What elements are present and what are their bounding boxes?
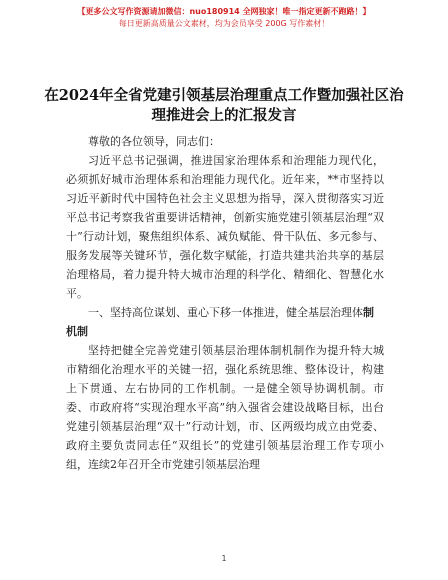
section-heading-1-text: 一、坚持高位谋划、重心下移一体推进，健全基层治理体 [88,306,363,319]
page-number: 1 [221,554,227,563]
document-title: 在2024年全省党建引领基层治理重点工作暨加强社区治理推进会上的汇报发言 [44,87,404,124]
section-heading-1-tail: 制机制 [66,306,374,338]
promo-banner [0,6,448,30]
promo-banner-line1: 【更多公文写作资源请加微信：nuo180914 全网独家！唯一指定更新不跑路！】 [77,7,371,16]
greeting: 尊敬的各位领导，同志们： [88,135,220,148]
paragraph-intro: 习近平总书记强调，推进国家治理体系和治理能力现代化，必须抓好城市治理体系和治理能力现代化。近年来，**市坚持以习近平新时代中国特色社会主义思想为指导，深入贯彻落实习近平总书记考察我省重要讲话精神，创新实施党建引领基层治理“双十”行动计划，聚焦组织体系、减负赋能、骨干队伍、多元参与、服务发展等关键环节，强化数字赋能，打造共建共治共享的基层治理格局，着力提升特大城市治理的科学化、精细化、智慧化水平。 [66,154,384,300]
paragraph-section-1: 坚持把健全完善党建引领基层治理体制机制作为提升特大城市精细化治理水平的关键一招，强化系统思维、整体设计，构建上下贯通、左右协同的工作机制。一是健全领导协调机制。市委、市政府将“实现治理水平高”纳入强省会建设战略目标，出台党建引领基层治理“双十”行动计划，市、区两级均成立由党委、政府主要负责同志任“双组长”的党建引领基层治理工作专项小组，连续2年召开全市党建引领基层治理 [66,344,384,471]
document-body [66,132,384,474]
section-heading-1 [66,303,384,341]
promo-banner-line2: 每日更新高质量公文素材，均为会员享受 200G 写作素材！ [118,19,330,28]
